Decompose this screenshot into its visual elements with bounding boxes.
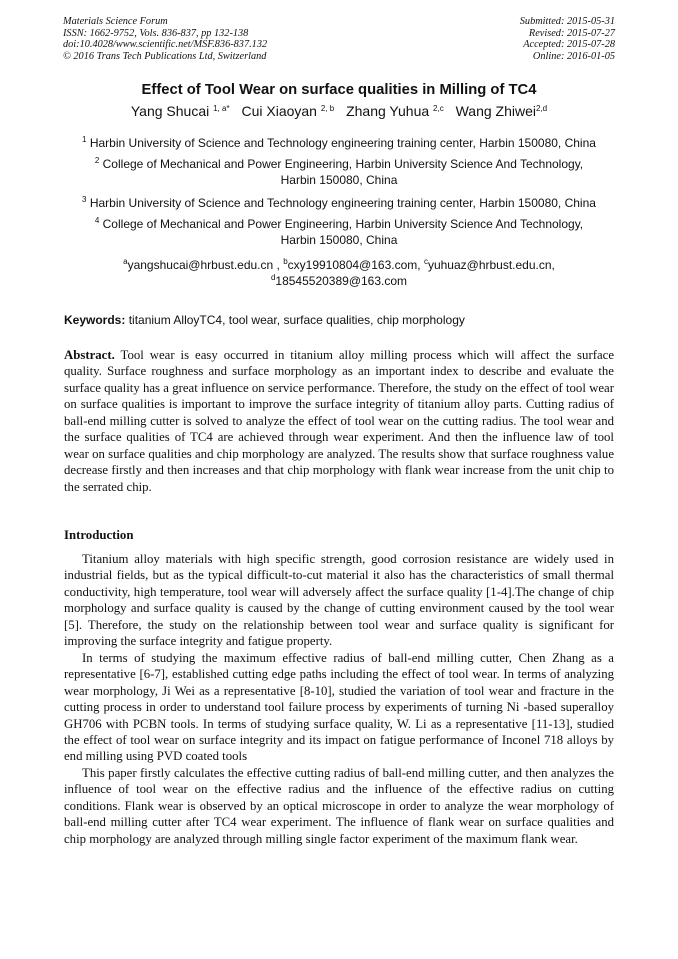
affiliation-text: College of Mechanical and Power Engineering, Harbin University Science And Technology,: [102, 217, 584, 231]
affiliation: [40, 216, 638, 248]
email-address: cxy19910804@163.com,: [287, 258, 421, 272]
affiliation: [40, 195, 638, 211]
affiliation: [40, 135, 638, 151]
paragraph: This paper firstly calculates the effective cutting radius of ball-end milling cutter, and then analyzes the influence of tool wear on the effective radius and the influence of the effective radius on cutting conditions. Flank wear is observed by an optical microscope in order to analyze the wear morphology of ball-end milling cutter after TC4 wear experiment. The influence of flank wear on surface qualities and chip morphology are analyzed through milling single factor experiment of the maximum flank wear.: [64, 765, 614, 846]
journal-name: Materials Science Forum: [63, 16, 168, 27]
journal-doi: doi:10.4028/www.scientific.net/MSF.836-837.132: [63, 39, 268, 50]
author: [241, 103, 334, 119]
author-name: Zhang Yuhua: [346, 103, 430, 119]
affiliation-marker: 1: [82, 135, 87, 144]
paragraph: Titanium alloy materials with high specific strength, good corrosion resistance are widely used in industrial fields, but as the typical difficult-to-cut material it also has the characteristics of small thermal conductivity, high temperature, tool wear will adversely affect the surface quality [1-4].The change of chip morphology and surface quality is caused by the change of cutting environment caused by the tool wear [5]. Therefore, the study on the relationship between tool wear and surface quality is significant for improving the surface integrity and fatigue property.: [64, 552, 614, 649]
author: [456, 103, 548, 119]
author-emails: [40, 257, 638, 289]
author-name: Cui Xiaoyan: [241, 103, 317, 119]
author-marker: 1, a*: [213, 104, 230, 113]
affiliation-marker: 2: [94, 156, 100, 165]
affiliation: [40, 156, 638, 188]
keywords-label: Keywords:: [64, 313, 126, 327]
journal-info: [63, 16, 267, 62]
email-marker: a: [123, 257, 128, 266]
date-revised: Revised: 2015-07-27: [528, 27, 615, 39]
affiliation-marker: 3: [82, 195, 87, 204]
author-name: Yang Shucai: [130, 103, 210, 119]
affiliation-text: Harbin University of Science and Technology engineering training center, Harbin 150080, China: [89, 136, 596, 150]
abstract-label: Abstract.: [64, 348, 115, 362]
affiliation-text: Harbin University of Science and Technology engineering training center, Harbin 150080, China: [89, 196, 596, 210]
email-marker: c: [423, 257, 428, 266]
journal-copyright: © 2016 Trans Tech Publications Ltd, Switzerland: [63, 50, 267, 62]
author-list: [30, 102, 648, 120]
abstract: [64, 347, 614, 495]
keywords-text: titanium AlloyTC4, tool wear, surface qualities, chip morphology: [128, 313, 465, 327]
introduction-body: [64, 551, 614, 847]
email-address: 18545520389@163.com: [275, 274, 408, 288]
paragraph: In terms of studying the maximum effective radius of ball-end milling cutter, Chen Zhang as a representative [6-7], established cutting edge paths including the effect of tool wear. In terms of analyzing wear morphology, Ji Wei as a representative [8-10], studied the variation of tool wear and fracture in the cutting process in order to understand tool failure process by experiments of turning Ni -based superalloy GH706 with PCBN tools. In terms of studying surface quality, W. Li as a representative [11-13], studied the effect of tool wear on surface integrity and its impact on fatigue performance of Inconel 718 alloys by end milling using PVD coated tools: [64, 650, 614, 764]
journal-issn: ISSN: 1662-9752, Vols. 836-837, pp 132-138: [63, 27, 249, 39]
email-marker: d: [270, 273, 276, 282]
author-name: Wang Zhiwei: [455, 103, 536, 119]
abstract-text: Tool wear is easy occurred in titanium alloy milling process which will affect the surface quality. Surface roughness and surface morphology as an important index to describe and evaluate the surface quality has a great influence on service performance. Therefore, the study on the effect of tool wear on surface qualities is important to improve the surface integrity of titanium alloy parts. Cutting radius of ball-end milling cutter is solved to analyze the effect of tool wear on the cutting radius. The tool wear and the surface qualities of TC4 are achieved through wear experiment. And then the influence law of tool wear on surface qualities and chip morphology are analyzed. The results show that surface roughness value decrease firstly and then increases and that chip morphology with flank wear increase from the unit chip to the serrated chip.: [64, 348, 615, 494]
affiliation-text: College of Mechanical and Power Engineering, Harbin University Science And Technology,: [102, 157, 584, 171]
email-address: yangshucai@hrbust.edu.cn ,: [127, 258, 280, 272]
author-marker: 2, b: [320, 104, 335, 113]
affiliation-text: Harbin 150080, China: [280, 233, 398, 247]
author-marker: 2,d: [536, 104, 548, 113]
email-marker: b: [283, 257, 288, 266]
date-submitted: Submitted: 2015-05-31: [519, 16, 615, 27]
affiliation-text: Harbin 150080, China: [280, 173, 398, 187]
publication-dates: [520, 16, 615, 62]
author: [346, 103, 444, 119]
email-address: yuhuaz@hrbust.edu.cn,: [427, 258, 555, 272]
author: [131, 103, 230, 119]
affiliation-marker: 4: [94, 216, 100, 225]
author-marker: 2,c: [433, 104, 444, 113]
keywords: [64, 313, 624, 328]
date-accepted: Accepted: 2015-07-28: [523, 39, 615, 50]
paper-title: Effect of Tool Wear on surface qualities in Milling of TC4: [141, 82, 537, 98]
section-heading-introduction: Introduction: [64, 528, 134, 542]
date-online: Online: 2016-01-05: [532, 50, 615, 62]
